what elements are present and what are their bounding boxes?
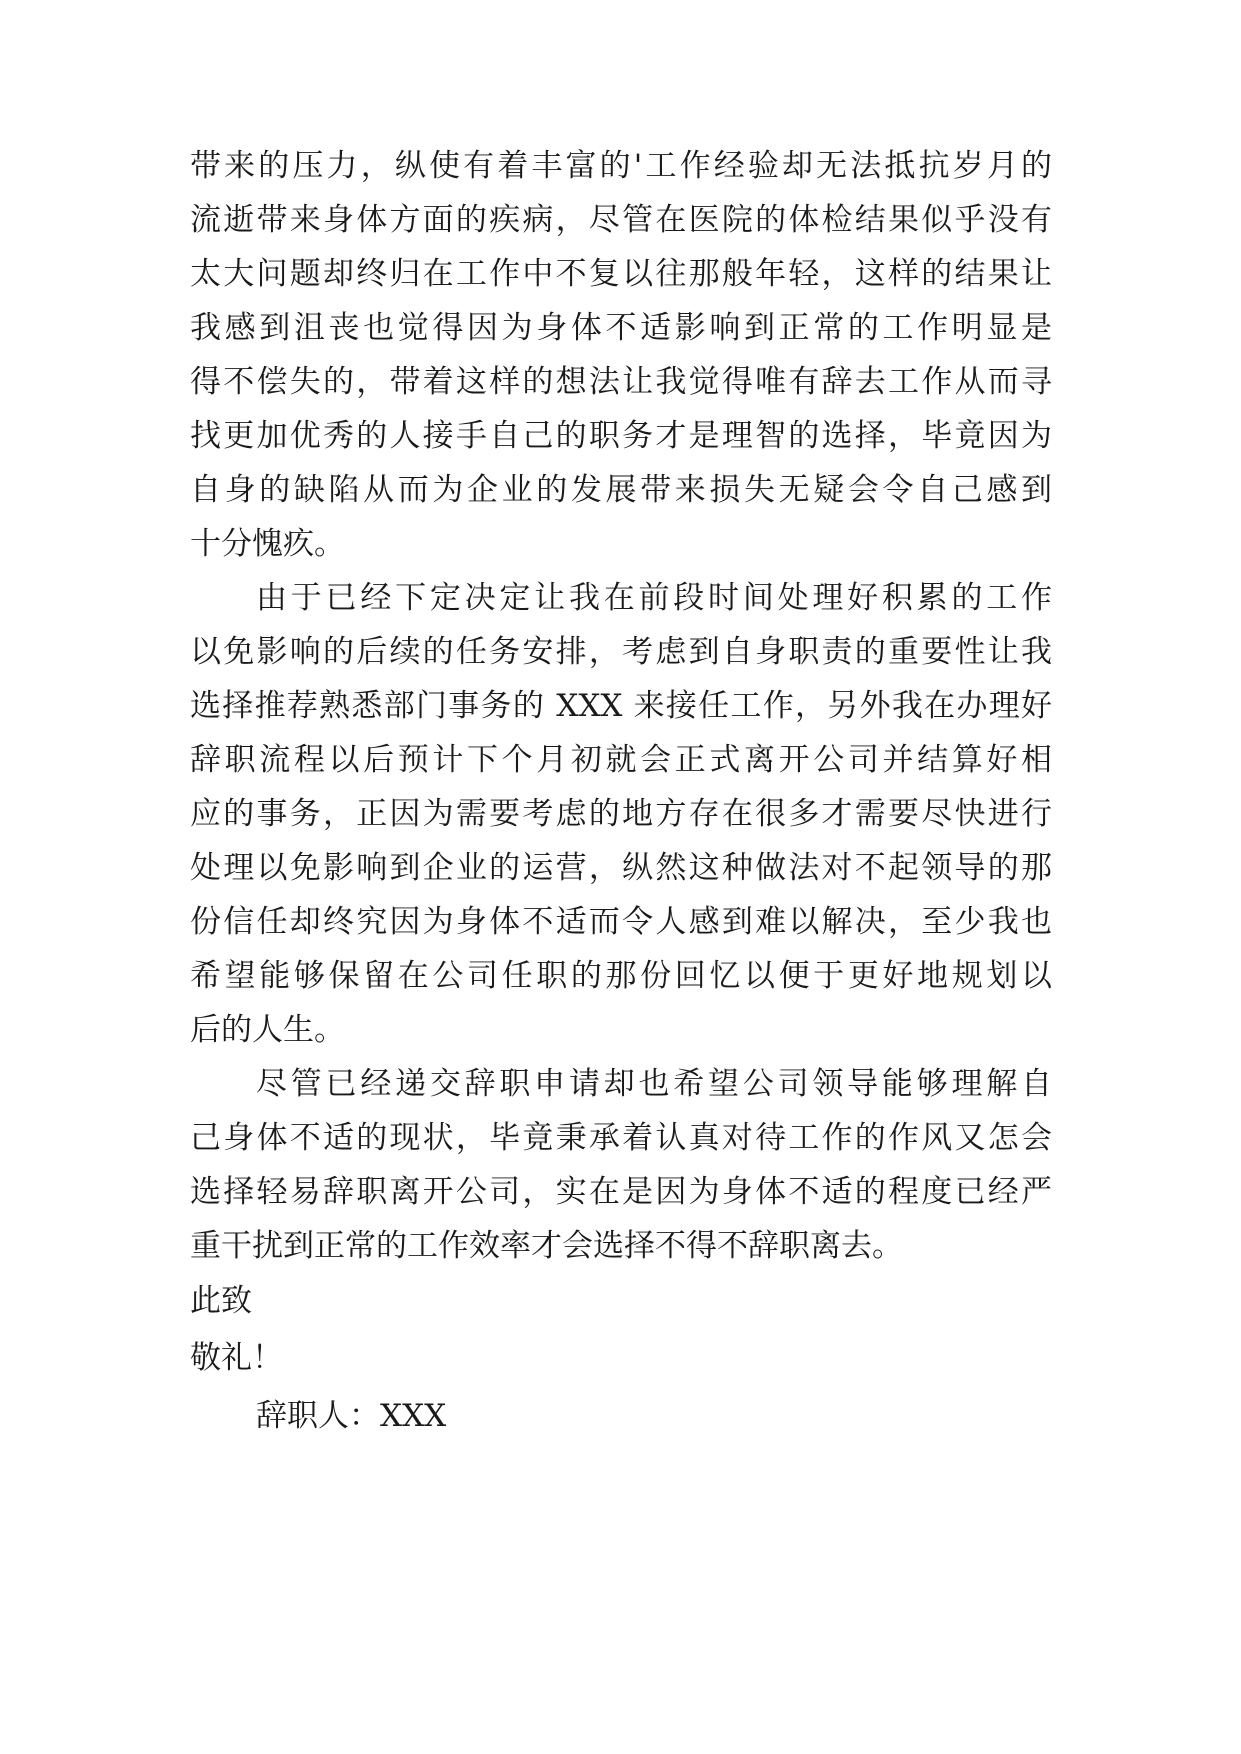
paragraph-3-line-2: 己身体不适的现状，毕竟秉承着认真对待工作的作风又怎会: [190, 1120, 1052, 1156]
paragraph-3-line-4: 重干扰到正常的工作效率才会选择不得不辞职离去。: [190, 1228, 903, 1264]
paragraph-1-line-4: 我感到沮丧也觉得因为身体不适影响到正常的工作明显是: [190, 310, 1052, 346]
paragraph-2-line-8: 希望能够保留在公司任职的那份回忆以便于更好地规划以: [190, 958, 1052, 994]
closing-regards: 敬礼！: [190, 1340, 283, 1376]
paragraph-2-line-4: 辞职流程以后预计下个月初就会正式离开公司并结算好相: [190, 742, 1052, 778]
paragraph-1-line-5: 得不偿失的，带着这样的想法让我觉得唯有辞去工作从而寻: [190, 364, 1052, 400]
paragraph-3-line-1: 尽管已经递交辞职申请却也希望公司领导能够理解自: [256, 1066, 1052, 1102]
signature-line: 辞职人：XXX: [256, 1398, 447, 1434]
paragraph-1-line-1: 带来的压力，纵使有着丰富的'工作经验却无法抵抗岁月的: [190, 148, 1052, 184]
paragraph-3-line-3: 选择轻易辞职离开公司，实在是因为身体不适的程度已经严: [190, 1174, 1052, 1210]
paragraph-1-line-7: 自身的缺陷从而为企业的发展带来损失无疑会令自己感到: [190, 472, 1052, 508]
paragraph-2-line-9: 后的人生。: [190, 1012, 345, 1048]
paragraph-2-line-1: 由于已经下定决定让我在前段时间处理好积累的工作: [256, 580, 1052, 616]
paragraph-1-line-3: 太大问题却终归在工作中不复以往那般年轻，这样的结果让: [190, 256, 1052, 292]
paragraph-1-line-8: 十分愧疚。: [190, 526, 345, 562]
paragraph-2-line-2: 以免影响的后续的任务安排，考虑到自身职责的重要性让我: [190, 634, 1052, 670]
paragraph-2-line-5: 应的事务，正因为需要考虑的地方存在很多才需要尽快进行: [190, 796, 1052, 832]
paragraph-1-line-6: 找更加优秀的人接手自己的职务才是理智的选择，毕竟因为: [190, 418, 1052, 454]
paragraph-2-line-3: 选择推荐熟悉部门事务的 XXX 来接任工作，另外我在办理好: [190, 688, 1052, 724]
paragraph-2-line-7: 份信任却终究因为身体不适而令人感到难以解决，至少我也: [190, 904, 1052, 940]
paragraph-2-line-6: 处理以免影响到企业的运营，纵然这种做法对不起领导的那: [190, 850, 1052, 886]
paragraph-1-line-2: 流逝带来身体方面的疾病，尽管在医院的体检结果似乎没有: [190, 202, 1052, 238]
closing-salutation: 此致: [190, 1283, 252, 1319]
